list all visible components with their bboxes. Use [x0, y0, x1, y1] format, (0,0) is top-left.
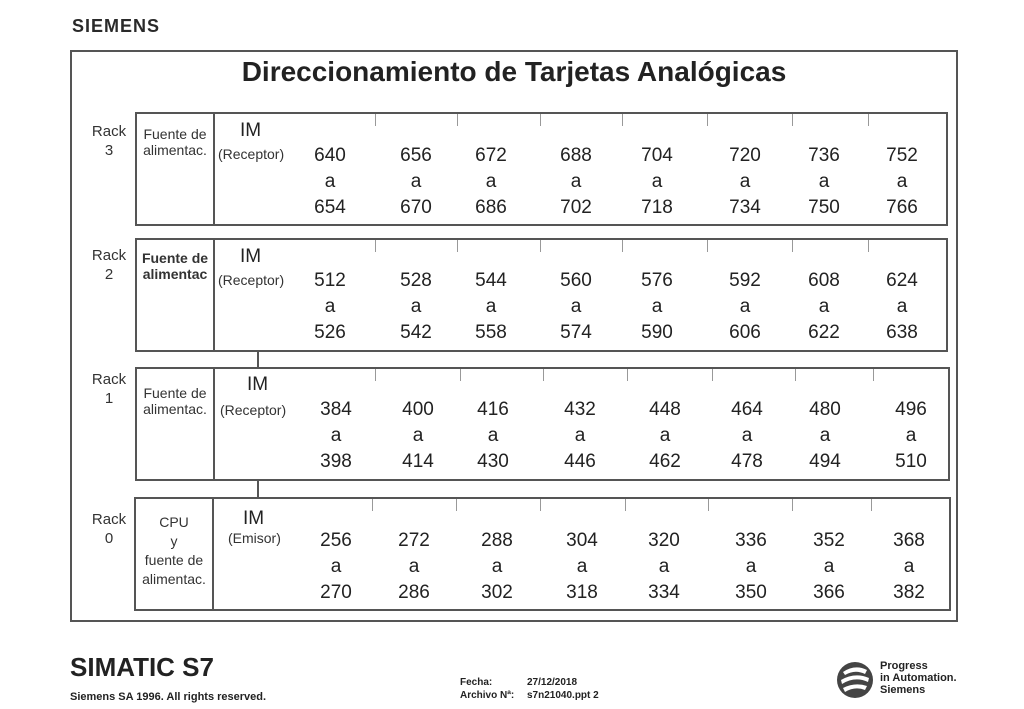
address-to: 270	[320, 582, 352, 603]
address-to: 398	[320, 451, 352, 472]
rack-label	[84, 370, 134, 408]
address-from: 640	[314, 145, 346, 166]
address-range-card	[386, 143, 446, 221]
address-range-card	[715, 268, 775, 346]
address-range-card	[546, 268, 606, 346]
rack-label-text: Rack	[91, 371, 127, 388]
address-range-card	[550, 397, 610, 475]
address-range-card	[461, 143, 521, 221]
address-to: 542	[400, 322, 432, 343]
slot-divider	[712, 369, 713, 381]
address-range-card	[872, 268, 932, 346]
address-from: 704	[641, 145, 673, 166]
address-range-card	[546, 143, 606, 221]
slot-divider	[707, 114, 708, 126]
psu-line: alimentac.	[143, 401, 207, 417]
address-sep: a	[574, 425, 586, 446]
rack-connector-line	[257, 352, 259, 368]
address-to: 382	[893, 582, 925, 603]
address-to: 670	[400, 197, 432, 218]
slogan-line: in Automation.	[880, 672, 957, 684]
address-sep: a	[410, 171, 422, 192]
address-to: 734	[729, 197, 761, 218]
address-range-card	[795, 397, 855, 475]
address-to: 622	[808, 322, 840, 343]
address-sep: a	[818, 296, 830, 317]
address-from: 496	[895, 399, 927, 420]
psu-line: alimentac.	[143, 142, 207, 158]
address-from: 400	[402, 399, 434, 420]
address-to: 414	[402, 451, 434, 472]
rack-label-text: Rack	[91, 123, 127, 140]
address-from: 352	[813, 530, 845, 551]
address-sep: a	[485, 296, 497, 317]
address-sep: a	[659, 425, 671, 446]
address-sep: a	[491, 556, 503, 577]
address-sep: a	[412, 425, 424, 446]
address-from: 624	[886, 270, 918, 291]
rack-label	[84, 246, 134, 284]
address-to: 590	[641, 322, 673, 343]
slot-divider	[873, 369, 874, 381]
address-to: 638	[886, 322, 918, 343]
slot-divider	[792, 499, 793, 511]
address-to: 654	[314, 197, 346, 218]
address-sep: a	[739, 171, 751, 192]
im-module-role: (Emisor)	[228, 530, 281, 546]
slot-divider	[871, 499, 872, 511]
address-to: 286	[398, 582, 430, 603]
slot-divider	[540, 240, 541, 252]
slogan-line: Progress	[880, 660, 928, 672]
slot-divider	[792, 240, 793, 252]
address-to: 302	[481, 582, 513, 603]
address-sep: a	[324, 171, 336, 192]
address-range-card	[300, 143, 360, 221]
address-from: 528	[400, 270, 432, 291]
address-sep: a	[410, 296, 422, 317]
psu-line: Fuente de	[141, 250, 209, 266]
address-from: 576	[641, 270, 673, 291]
address-from: 480	[809, 399, 841, 420]
address-sep: a	[408, 556, 420, 577]
slot-divider	[625, 499, 626, 511]
slot-divider	[460, 369, 461, 381]
psu-line: Fuente de	[143, 385, 207, 401]
address-range-card	[300, 268, 360, 346]
address-from: 416	[477, 399, 509, 420]
im-module-title: IM	[240, 120, 262, 141]
address-from: 720	[729, 145, 761, 166]
im-module-title: IM	[240, 246, 262, 267]
address-sep: a	[487, 425, 499, 446]
slogan-line: Siemens	[880, 684, 926, 696]
rack-label	[84, 510, 134, 548]
address-sep: a	[745, 556, 757, 577]
address-from: 656	[400, 145, 432, 166]
power-supply-module	[135, 238, 215, 352]
address-to: 462	[649, 451, 681, 472]
address-sep: a	[576, 556, 588, 577]
address-sep: a	[818, 171, 830, 192]
address-from: 672	[475, 145, 507, 166]
slot-divider	[708, 499, 709, 511]
address-from: 288	[481, 530, 513, 551]
address-sep: a	[330, 425, 342, 446]
siemens-automation-logo-icon	[835, 660, 875, 700]
address-from: 560	[560, 270, 592, 291]
address-sep: a	[823, 556, 835, 577]
address-range-card	[388, 397, 448, 475]
address-range-card	[881, 397, 941, 475]
address-to: 510	[895, 451, 927, 472]
address-sep: a	[896, 296, 908, 317]
address-range-card	[794, 143, 854, 221]
psu-line: y	[170, 533, 178, 549]
address-from: 272	[398, 530, 430, 551]
address-from: 512	[314, 270, 346, 291]
psu-line: alimentac.	[142, 571, 206, 587]
address-to: 702	[560, 197, 592, 218]
address-range-card	[627, 143, 687, 221]
psu-line: alimentac	[142, 266, 208, 282]
address-sep: a	[651, 296, 663, 317]
address-to: 494	[809, 451, 841, 472]
rack-connector-line	[257, 481, 259, 497]
date-label: Fecha:	[460, 677, 493, 688]
address-range-card	[306, 528, 366, 606]
address-to: 750	[808, 197, 840, 218]
address-sep: a	[330, 556, 342, 577]
power-supply-module	[135, 112, 215, 226]
siemens-logo: SIEMENS	[72, 16, 161, 36]
address-range-card	[384, 528, 444, 606]
address-from: 320	[648, 530, 680, 551]
address-from: 752	[886, 145, 918, 166]
rack-label	[84, 122, 134, 160]
address-range-card	[794, 268, 854, 346]
address-range-card	[463, 397, 523, 475]
address-from: 336	[735, 530, 767, 551]
file-value: s7n21040.ppt 2	[527, 690, 599, 701]
copyright-text: Siemens SA 1996. All rights reserved.	[70, 691, 267, 703]
address-to: 334	[648, 582, 680, 603]
psu-line: fuente de	[144, 552, 204, 568]
address-range-card	[635, 397, 695, 475]
address-to: 526	[314, 322, 346, 343]
address-to: 766	[886, 197, 918, 218]
address-to: 318	[566, 582, 598, 603]
address-sep: a	[741, 425, 753, 446]
address-range-card	[799, 528, 859, 606]
address-from: 384	[320, 399, 352, 420]
file-label: Archivo Nª:	[460, 690, 515, 701]
power-supply-module	[135, 367, 215, 481]
address-sep: a	[570, 296, 582, 317]
im-module-title: IM	[243, 508, 265, 529]
address-to: 446	[564, 451, 596, 472]
address-from: 608	[808, 270, 840, 291]
address-sep: a	[896, 171, 908, 192]
address-sep: a	[905, 425, 917, 446]
address-to: 558	[475, 322, 507, 343]
slot-divider	[622, 114, 623, 126]
address-to: 478	[731, 451, 763, 472]
slot-divider	[456, 499, 457, 511]
rack-number: 0	[104, 530, 114, 547]
address-from: 688	[560, 145, 592, 166]
cpu-power-supply-module	[134, 497, 214, 611]
address-sep: a	[324, 296, 336, 317]
im-module-role: (Receptor)	[218, 272, 285, 288]
address-from: 448	[649, 399, 681, 420]
slot-divider	[627, 369, 628, 381]
address-from: 304	[566, 530, 598, 551]
slot-divider	[457, 114, 458, 126]
address-range-card	[386, 268, 446, 346]
address-range-card	[634, 528, 694, 606]
address-sep: a	[658, 556, 670, 577]
address-range-card	[717, 397, 777, 475]
address-sep: a	[819, 425, 831, 446]
address-from: 432	[564, 399, 596, 420]
psu-line: CPU	[159, 514, 189, 530]
slot-divider	[540, 114, 541, 126]
date-value: 27/12/2018	[527, 677, 578, 688]
address-from: 256	[320, 530, 352, 551]
address-to: 606	[729, 322, 761, 343]
slot-divider	[795, 369, 796, 381]
im-module-title: IM	[247, 374, 269, 395]
rack-number: 1	[104, 390, 114, 407]
address-range-card	[872, 143, 932, 221]
address-range-card	[627, 268, 687, 346]
slot-divider	[372, 499, 373, 511]
address-to: 718	[641, 197, 673, 218]
slot-divider	[375, 369, 376, 381]
im-module-role: (Receptor)	[218, 146, 285, 162]
slot-divider	[707, 240, 708, 252]
page-title: Direccionamiento de Tarjetas Analógicas	[241, 56, 787, 87]
address-to: 574	[560, 322, 592, 343]
address-range-card	[879, 528, 939, 606]
address-from: 368	[893, 530, 925, 551]
address-sep: a	[485, 171, 497, 192]
address-to: 350	[735, 582, 767, 603]
address-to: 366	[813, 582, 845, 603]
address-sep: a	[570, 171, 582, 192]
address-range-card	[715, 143, 775, 221]
slot-divider	[375, 240, 376, 252]
slot-divider	[792, 114, 793, 126]
slot-divider	[868, 240, 869, 252]
rack-number: 3	[104, 142, 114, 159]
slot-divider	[375, 114, 376, 126]
address-range-card	[461, 268, 521, 346]
slot-divider	[868, 114, 869, 126]
address-from: 736	[808, 145, 840, 166]
address-from: 464	[731, 399, 763, 420]
address-sep: a	[739, 296, 751, 317]
address-sep: a	[903, 556, 915, 577]
address-range-card	[721, 528, 781, 606]
address-to: 686	[475, 197, 507, 218]
psu-line: Fuente de	[143, 126, 207, 142]
address-range-card	[306, 397, 366, 475]
address-from: 544	[475, 270, 507, 291]
im-module-role: (Receptor)	[220, 402, 287, 418]
slogan	[880, 660, 957, 696]
rack-label-text: Rack	[91, 247, 127, 264]
slot-divider	[457, 240, 458, 252]
slot-divider	[543, 369, 544, 381]
slot-divider	[622, 240, 623, 252]
rack-number: 2	[104, 266, 114, 283]
address-range-card	[467, 528, 527, 606]
slot-divider	[540, 499, 541, 511]
address-to: 430	[477, 451, 509, 472]
product-name: SIMATIC S7	[70, 652, 214, 682]
address-range-card	[552, 528, 612, 606]
rack-label-text: Rack	[91, 511, 127, 528]
address-sep: a	[651, 171, 663, 192]
address-from: 592	[729, 270, 761, 291]
